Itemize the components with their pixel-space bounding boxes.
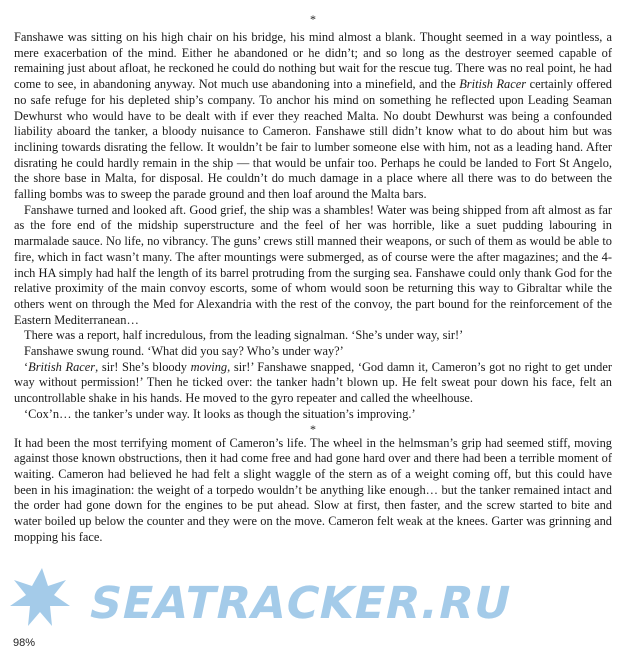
book-page <box>14 13 612 546</box>
paragraph: ‘Cox’n… the tanker’s under way. It looks as though the situation’s improving.’ <box>24 406 416 421</box>
watermark-logo <box>0 560 621 630</box>
ship-name: British Racer <box>459 77 527 92</box>
emphasis: moving <box>190 359 228 374</box>
section-separator: * <box>310 421 316 436</box>
star-burst-icon <box>10 568 70 626</box>
paragraph: It had been the most terrifying moment of Cameron’s life. The wheel in the helmsman’s grip had seemed stiff, moving against those known obstructions, then it had come free and had gone hard over and there had been a terrible moment of waiting. Cameron had believed he had felt a slight waggle of the stern as of a weight coming off, but this could have been in his imagination: the weight of a torpedo wouldn’t be anything like enough… but the tanker remained intact and the order had gone down for the engines to be put ahead. Slow at first, then faster, and the screw started to bite and water boiled up below the counter and they were on the move. Cameron felt weak at the knees. Garter was grinning and mopping his face. <box>14 435 612 544</box>
section-separator: * <box>310 12 316 26</box>
watermark-text: SEATRACKER.RU <box>84 578 517 629</box>
reading-progress: 98% <box>13 637 36 649</box>
paragraph: Fanshawe was sitting on his high chair on his bridge, his mind almost a blank. Thought seemed in a way pointless, a mere exacerbation of the mind. Either he abandoned or he didn’t; and so long as the destroyer seemed capable of remaining just about afloat, he reckoned he could do nothing but wait for the rescue tug. There was no real point, he had come to see, in abandoning anyway. Not much use abandoning into a minefield, and the British Racer certainly offered no safe refuge for his depleted ship’s company. To anchor his mind on something he reflected upon Leading Seaman Dewhurst who would have to be dealt with if ever they reached Malta. No doubt Dewhurst was being a confounded liability aboard the tanker, a bloody nuisance to Cameron. Fanshawe still didn’t know what to do about him but was inclining towards disrating the fellow. It wouldn’t be fair to lumber someone else with him, not as a leading hand. After disrating he could hardly remain in the ship — that would be unfair too. Perhaps he could be landed to Fort St Angelo, the shore base in Malta, for disposal. He couldn’t do much damage in a place where all there was to do between the falling bombs was to sweep the parade ground and then loaf around the Malta bars. <box>14 30 612 202</box>
paragraph: Fanshawe turned and looked aft. Good grief, the ship was a shambles! Water was being shipped from aft almost as far as the fore end of the midship superstructure and the feel of her was horrible, like a suet pudding labouring in marmalade sauce. No life, no vibrancy. The guns’ crews still manned their weapons, or such of them as would be able to fire, which in fact wasn’t many. The after mountings were submerged, as of course were the after magazines; and the 4-inch HA simply had half the length of its barrel protruding from the surging sea. Fanshawe could only thank God for the relative proximity of the main convoy escorts, some of whom would soon be returning this way to Gibraltar while the others went on through the Med for Alexandria with the rest of the convoy, the part bound for the reinforcement of the Eastern Mediterranean… <box>14 202 612 327</box>
paragraph: Fanshawe swung round. ‘What did you say? Who’s under way?’ <box>24 344 344 359</box>
ship-name: British Racer <box>28 359 96 374</box>
paragraph: ‘British Racer, sir! She’s bloody moving, sir!’ Fanshawe snapped, ‘God damn it, Cameron’s got no right to get under way without permission!’ Then he ticked over: the tanker hadn’t blown up. He felt sweat pour down his face, felt an uncontrollable shake in his hands. He moved to the gyro repeater and called the wheelhouse. <box>14 359 612 406</box>
paragraph: There was a report, half incredulous, from the leading signalman. ‘She’s under way, sir!’ <box>24 328 464 343</box>
